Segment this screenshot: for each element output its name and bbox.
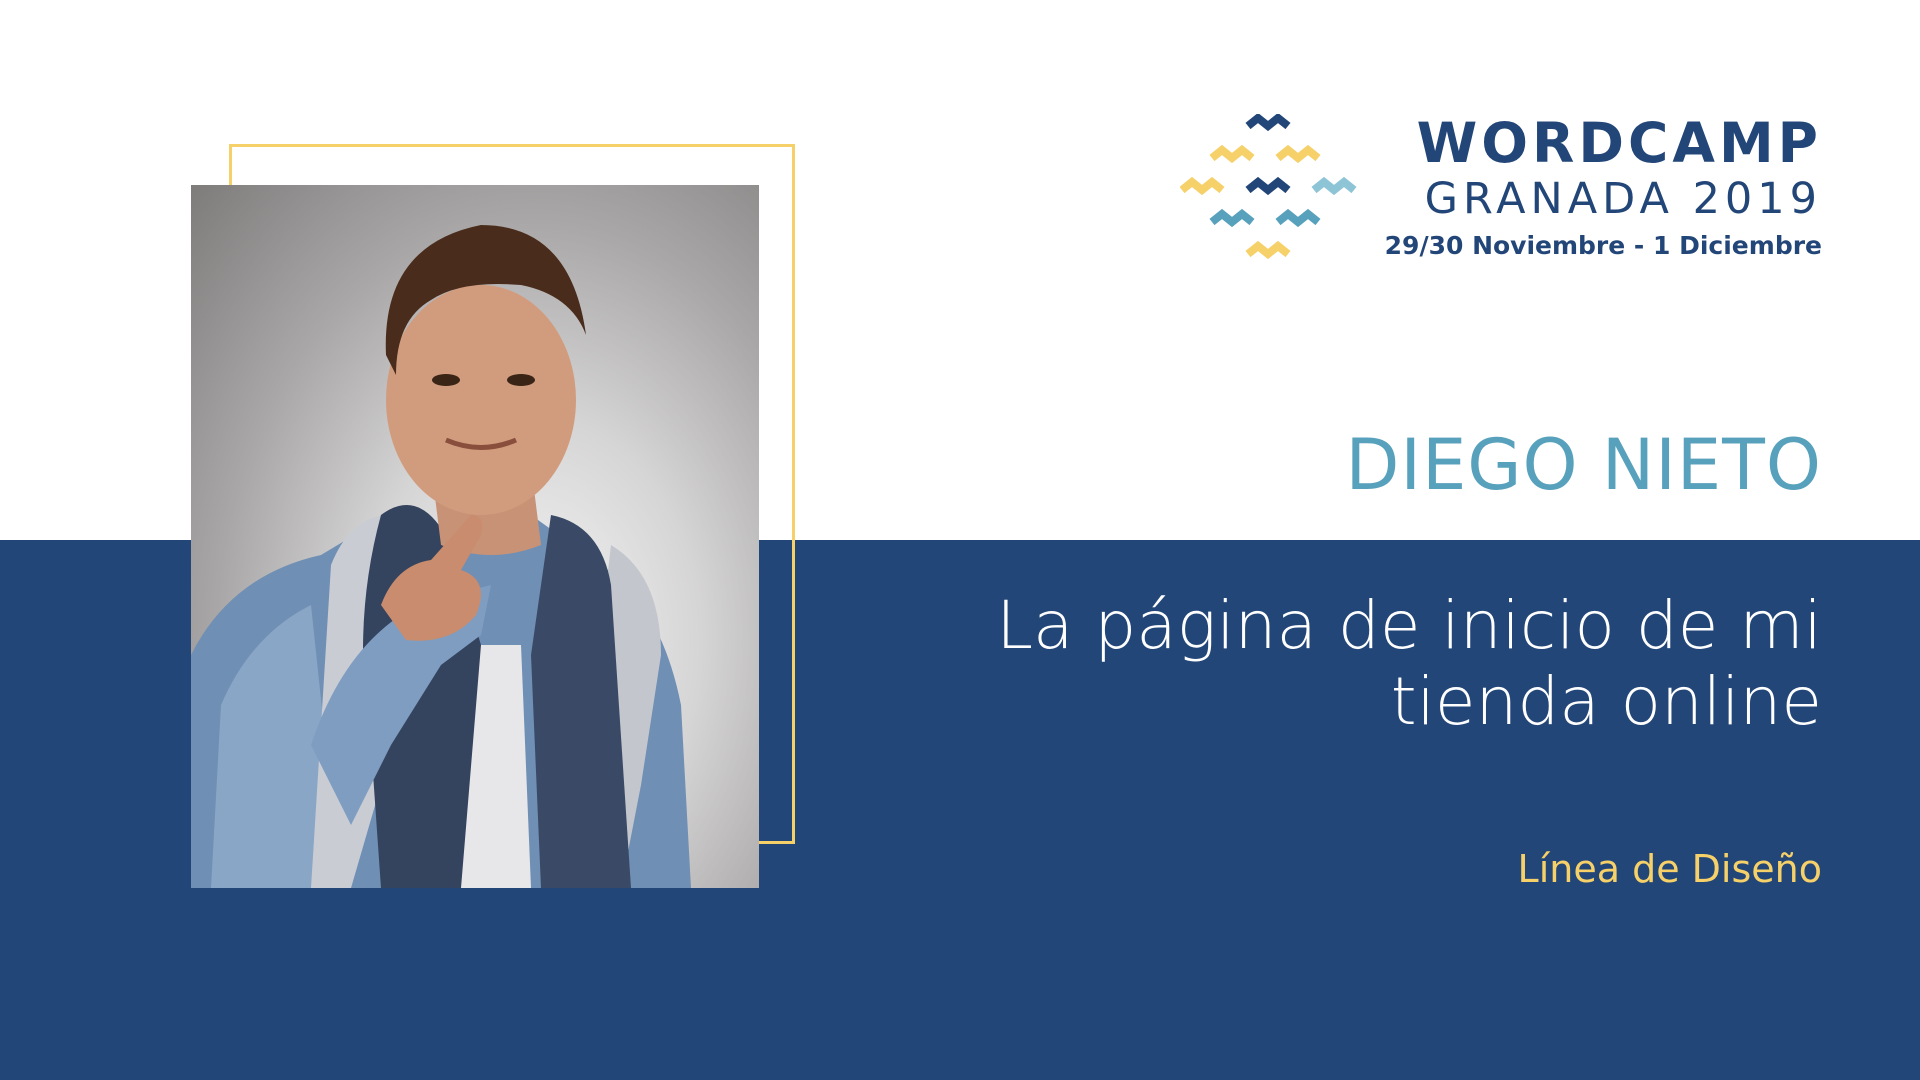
event-title: WORDCAMP [1416,111,1822,175]
logo-zigzag [1248,182,1288,190]
talk-title-line-2: tienda online [1390,663,1822,740]
logo-zigzag [1248,118,1288,126]
talk-track: Línea de Diseño [1517,847,1822,891]
logo-zigzag [1212,150,1252,158]
wordcamp-granada-logo [1180,114,1370,274]
logo-zigzag [1278,150,1318,158]
logo-zigzag [1212,214,1252,222]
speaker-name: DIEGO NIETO [1345,424,1822,506]
event-subtitle: GRANADA 2019 [1424,174,1822,224]
logo-zigzag [1182,182,1222,190]
speaker-photo [191,185,759,888]
event-dates: 29/30 Noviembre - 1 Diciembre [1384,231,1822,260]
logo-zigzag [1248,246,1288,254]
logo-zigzag [1278,214,1318,222]
talk-title-line-1: La página de inicio de mi [996,587,1822,664]
logo-zigzag [1314,182,1354,190]
talk-title [922,588,1822,740]
